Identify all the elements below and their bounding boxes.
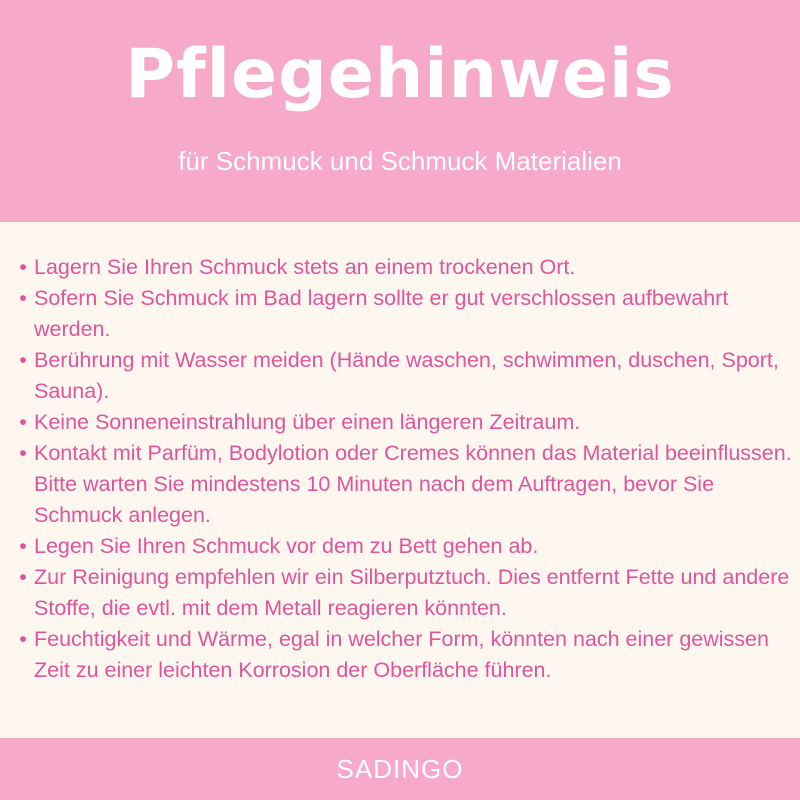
list-item-text: Keine Sonneneinstrahlung über einen längeren Zeitraum. <box>34 410 581 434</box>
care-instructions-panel <box>0 222 800 738</box>
bullet-icon: • <box>19 286 27 310</box>
bullet-icon: • <box>19 441 27 465</box>
list-item-text: Kontakt mit Parfüm, Bodylotion oder Cremes können das Material beeinflussen. Bitte warten Sie mindestens 10 Minuten nach dem Auftragen, bevor Sie Schmuck anlegen. <box>34 441 792 527</box>
bullet-icon: • <box>19 348 27 372</box>
bullet-icon: • <box>19 255 27 279</box>
list-item-text: Zur Reinigung empfehlen wir ein Silberputztuch. Dies entfernt Fette und andere Stoffe, die evtl. mit dem Metall reagieren könnten. <box>34 565 790 620</box>
list-item <box>14 562 798 624</box>
bullet-icon: • <box>19 534 27 558</box>
bullet-icon: • <box>19 627 27 651</box>
list-item-text: Lagern Sie Ihren Schmuck stets an einem trockenen Ort. <box>34 255 576 279</box>
list-item <box>14 438 798 531</box>
bullet-icon: • <box>19 410 27 434</box>
list-item-text: Legen Sie Ihren Schmuck vor dem zu Bett gehen ab. <box>34 534 539 558</box>
list-item <box>14 407 798 438</box>
header-banner <box>0 0 800 222</box>
list-item-text: Berührung mit Wasser meiden (Hände waschen, schwimmen, duschen, Sport, Sauna). <box>34 348 779 403</box>
care-instructions-list <box>14 252 798 686</box>
bullet-icon: • <box>19 565 27 589</box>
brand-name: SADINGO <box>336 754 464 784</box>
list-item-text: Sofern Sie Schmuck im Bad lagern sollte er gut verschlossen aufbewahrt werden. <box>34 286 729 341</box>
list-item <box>14 624 798 686</box>
footer-banner <box>0 738 800 800</box>
page-title: Pflegehinweis <box>125 35 675 114</box>
page-subtitle: für Schmuck und Schmuck Materialien <box>178 146 622 176</box>
list-item <box>14 345 798 407</box>
list-item <box>14 531 798 562</box>
list-item-text: Feuchtigkeit und Wärme, egal in welcher Form, könnten nach einer gewissen Zeit zu einer leichten Korrosion der Oberfläche führen. <box>34 627 769 682</box>
list-item <box>14 252 798 283</box>
list-item <box>14 283 798 345</box>
